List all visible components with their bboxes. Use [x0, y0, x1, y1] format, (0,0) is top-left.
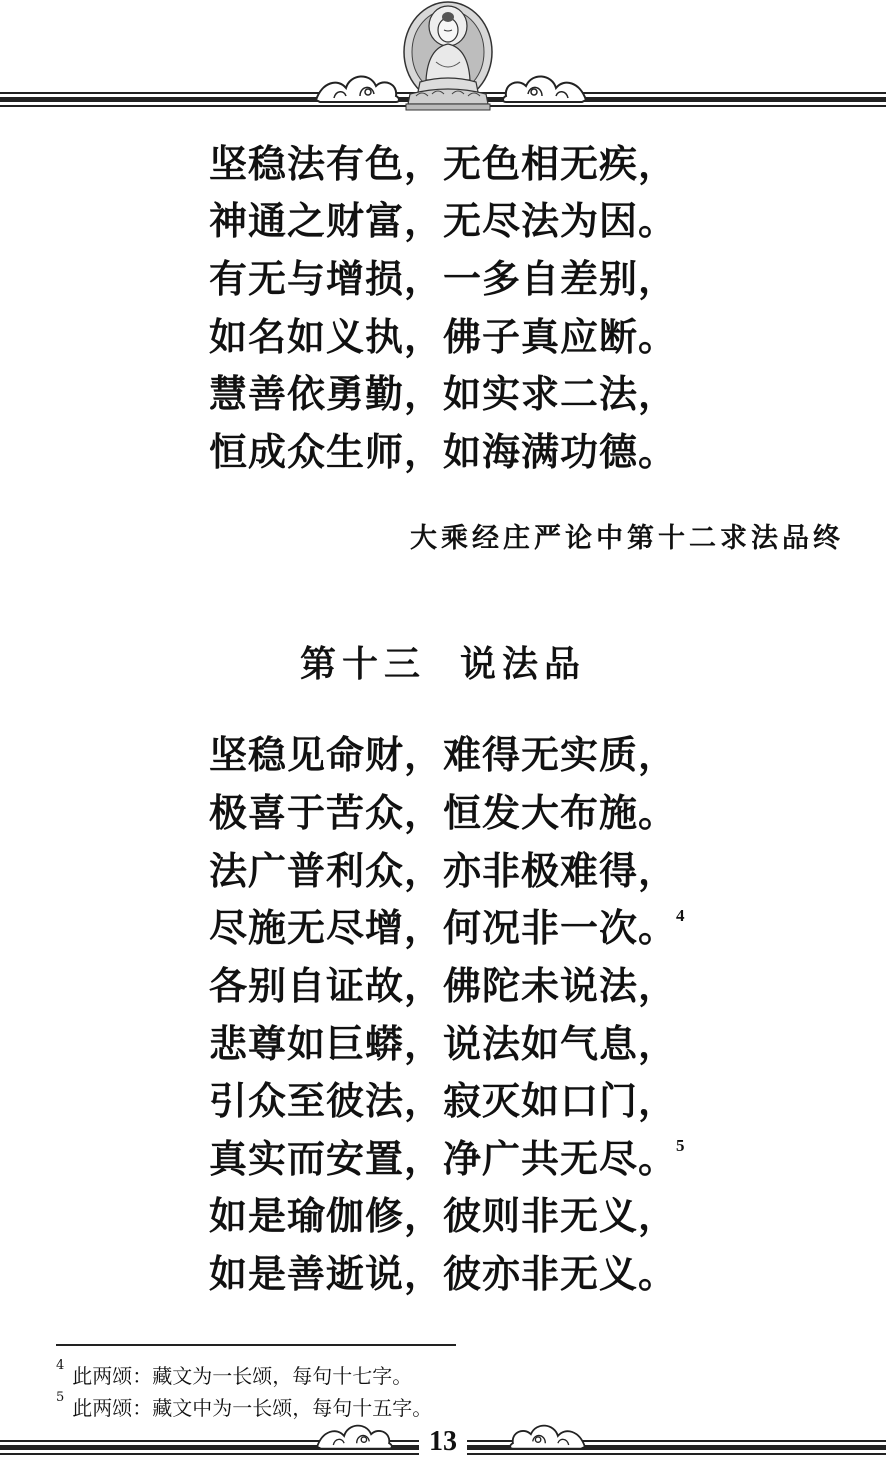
page-number	[0, 1426, 886, 1458]
footnote	[56, 1392, 432, 1421]
verse-line: 真实而安置，净广共无尽。	[208, 1137, 677, 1181]
verse-line: 法广普利众，亦非极难得，	[208, 849, 677, 893]
verse-line: 尽施无尽增，何况非一次。	[208, 906, 677, 950]
verse-line: 引众至彼法，寂灭如口门，	[208, 1079, 677, 1123]
verse-line: 悲尊如巨蟒，说法如气息，	[208, 1022, 677, 1066]
verse-line: 有无与增损，一多自差别，	[208, 257, 677, 301]
page-number-text: 13	[419, 1426, 467, 1457]
verse-line: 如是善逝说，彼亦非无义。	[208, 1252, 677, 1296]
verse-line: 各别自证故，佛陀未说法，	[208, 964, 677, 1008]
verse-line: 慧善依勇勤，如实求二法，	[208, 372, 677, 416]
cloud-scroll-icon	[500, 68, 590, 108]
footnote-text: 此两颂：藏文为一长颂，每句十七字。	[72, 1364, 413, 1388]
verse-line: 极喜于苦众，恒发大布施。	[208, 791, 677, 835]
footnote-number: 4	[56, 1358, 65, 1373]
footnote-ref[interactable]: 4	[676, 906, 685, 925]
verse-line: 神通之财富，无尽法为因。	[208, 199, 677, 243]
chapter-name: 说法品	[460, 644, 587, 685]
chapter-title	[0, 636, 886, 687]
verse-line: 恒成众生师，如海满功德。	[208, 430, 677, 474]
footnote-number: 5	[56, 1390, 65, 1405]
verse-line: 如是瑜伽修，彼则非无义，	[208, 1194, 677, 1238]
footnote-text: 此两颂：藏文中为一长颂，每句十五字。	[72, 1396, 433, 1420]
footnote-ref[interactable]: 5	[676, 1136, 685, 1155]
footnote-divider	[56, 1344, 456, 1346]
verse-line: 如名如义执，佛子真应断。	[208, 315, 677, 359]
chapter-end-note: 大乘经庄严论中第十二求法品终	[410, 523, 844, 554]
footnote	[56, 1360, 412, 1389]
cloud-scroll-icon	[312, 68, 402, 108]
verse-line: 坚稳法有色，无色相无疾，	[208, 142, 677, 186]
buddha-figure-icon	[398, 0, 498, 112]
chapter-number: 第十三	[299, 644, 426, 685]
verse-line: 坚稳见命财，难得无实质，	[208, 733, 677, 777]
